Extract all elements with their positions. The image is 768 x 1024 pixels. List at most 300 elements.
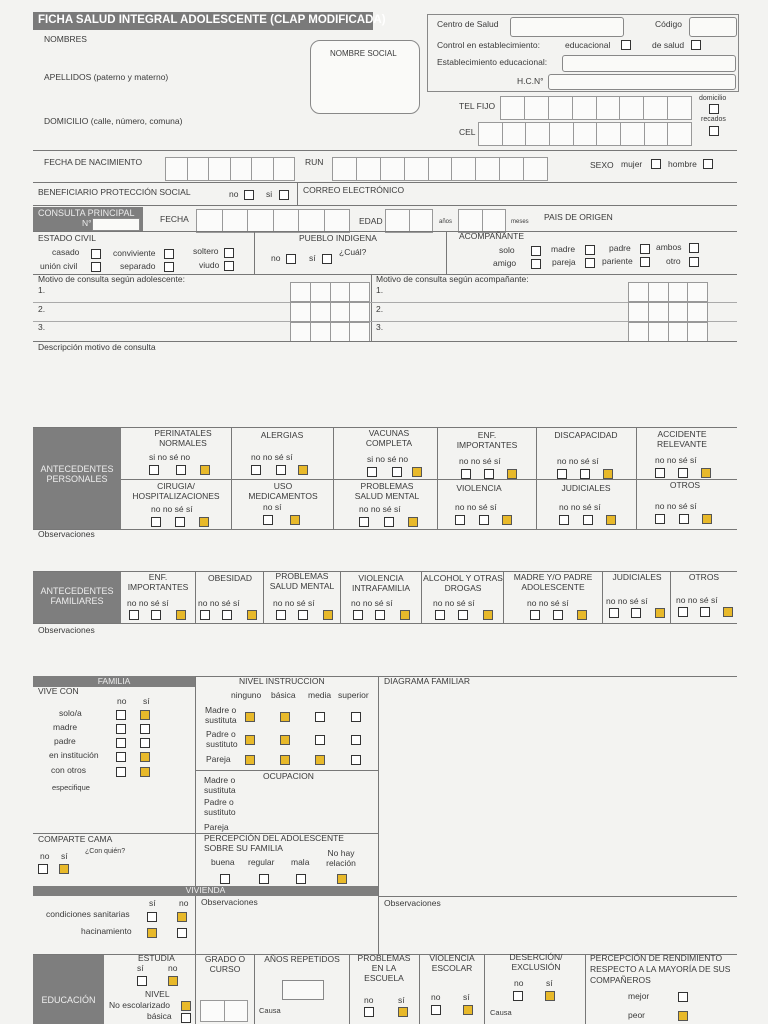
edad-label: EDAD xyxy=(359,216,383,226)
acomp-ambos-checkbox[interactable] xyxy=(689,243,699,253)
cirugia-si-checkbox[interactable] xyxy=(199,517,209,527)
violencia-esc-no-checkbox[interactable] xyxy=(431,1005,441,1015)
fam-jud-si-checkbox[interactable] xyxy=(655,608,665,618)
vive-solo-label: solo/a xyxy=(59,708,82,718)
meses-cells[interactable] xyxy=(458,209,506,231)
comparte-no-checkbox[interactable] xyxy=(38,864,48,874)
beneficiario-label: BENEFICIARIO PROTECCIÓN SOCIAL xyxy=(38,187,191,197)
divider xyxy=(378,896,737,897)
consulta-n-label: N° xyxy=(82,218,92,228)
perc-mala-label: mala xyxy=(291,857,310,867)
fam-otros-nose-checkbox[interactable] xyxy=(700,607,710,617)
padre-sust-label: Padre o sustituto xyxy=(206,729,238,749)
perinatales-label: PERINATALES NORMALES xyxy=(154,428,212,448)
fam-enf-no-checkbox[interactable] xyxy=(129,610,139,620)
motivo-acomp-1: 1. xyxy=(376,285,384,295)
problemas-si-checkbox[interactable] xyxy=(398,1007,408,1017)
estudia-si-checkbox[interactable] xyxy=(137,976,147,986)
judiciales-si-checkbox[interactable] xyxy=(606,515,616,525)
tel-fijo-cells[interactable] xyxy=(500,96,692,118)
accidente-si-checkbox[interactable] xyxy=(701,468,711,478)
padre-basica-checkbox[interactable] xyxy=(280,735,290,745)
divider xyxy=(195,676,196,886)
de-salud-label: de salud xyxy=(652,40,685,50)
sanitarias-no-checkbox[interactable] xyxy=(177,912,187,922)
divider xyxy=(636,428,637,529)
mejor-label: mejor xyxy=(628,991,650,1001)
otros-no-checkbox[interactable] xyxy=(655,514,665,524)
comparte-si-checkbox[interactable] xyxy=(59,864,69,874)
divider xyxy=(536,428,537,529)
problemas-no-label: no xyxy=(364,995,374,1005)
violencia-no-checkbox[interactable] xyxy=(455,515,465,525)
nivel-basica-label: básica xyxy=(147,1011,172,1021)
estudia-no-label: no xyxy=(168,963,178,973)
vive-madre-si-checkbox[interactable] xyxy=(140,724,150,734)
form-title: FICHA SALUD INTEGRAL ADOLESCENTE (CLAP MODIFICADA) xyxy=(38,14,386,26)
perc-regular-label: regular xyxy=(248,857,275,867)
salud-mental-label: PROBLEMAS SALUD MENTAL xyxy=(354,481,420,501)
edad-cells[interactable] xyxy=(385,209,433,231)
separado-checkbox[interactable] xyxy=(164,262,174,272)
separado-label: separado xyxy=(120,261,156,271)
accidente-label: ACCIDENTE RELEVANTE xyxy=(657,429,707,449)
fam-salud-mental-opts: no no sé sí xyxy=(273,598,315,608)
cual-label: ¿Cuál? xyxy=(339,247,367,257)
vive-otros-no-checkbox[interactable] xyxy=(116,767,126,777)
mujer-checkbox[interactable] xyxy=(651,159,661,169)
casado-checkbox[interactable] xyxy=(91,249,101,259)
otros-si-checkbox[interactable] xyxy=(702,514,712,524)
conviviente-checkbox[interactable] xyxy=(164,249,174,259)
divider xyxy=(254,232,255,274)
divider xyxy=(340,572,341,623)
ocup-pareja-label: Pareja xyxy=(204,822,229,832)
tel-fijo-label: TEL FIJO xyxy=(459,101,496,111)
divider xyxy=(602,572,603,623)
estudia-label: ESTUDIA xyxy=(138,953,175,963)
vacunas-opts: si no sé no xyxy=(367,454,409,464)
con-quien-label: ¿Con quién? xyxy=(85,848,126,855)
hombre-label: hombre xyxy=(668,159,697,169)
desercion-no-checkbox[interactable] xyxy=(513,991,523,1001)
fecha-cells[interactable] xyxy=(196,209,350,231)
pueblo-no-label: no xyxy=(271,253,281,263)
vacunas-label: VACUNAS COMPLETA xyxy=(365,428,413,448)
acomp-pareja-checkbox[interactable] xyxy=(585,258,595,268)
pareja-ninguno-checkbox[interactable] xyxy=(245,755,255,765)
judiciales-opts: no no sé sí xyxy=(559,502,601,512)
fam-sm-nose-checkbox[interactable] xyxy=(298,610,308,620)
enf-no-checkbox[interactable] xyxy=(461,469,471,479)
judiciales-nose-checkbox[interactable] xyxy=(583,515,593,525)
educacional-checkbox[interactable] xyxy=(621,40,631,50)
grado-label: GRADO O CURSO xyxy=(204,954,246,974)
acomp-pareja-label: pareja xyxy=(552,257,576,267)
madre-superior-checkbox[interactable] xyxy=(351,712,361,722)
beneficiario-si-label: si xyxy=(266,189,273,199)
fam-violencia-nose-checkbox[interactable] xyxy=(375,610,385,620)
no-escolarizado-checkbox[interactable] xyxy=(181,1001,191,1011)
vive-solo-si-checkbox[interactable] xyxy=(140,710,150,720)
vive-institucion-label: en institución xyxy=(49,750,99,760)
fam-mp-si-checkbox[interactable] xyxy=(577,610,587,620)
padre-superior-checkbox[interactable] xyxy=(351,735,361,745)
beneficiario-si-checkbox[interactable] xyxy=(279,190,289,200)
motivo-adol-code-2[interactable] xyxy=(290,302,370,320)
anos-repetidos-field[interactable] xyxy=(282,980,324,1000)
consulta-n-field[interactable] xyxy=(92,218,140,231)
fam-madre-padre-label: MADRE Y/O PADRE ADOLESCENTE xyxy=(513,572,593,592)
fam-violencia-label: VIOLENCIA INTRAFAMILIA xyxy=(351,573,411,593)
nombres-label: NOMBRES xyxy=(44,34,87,44)
madre-ninguno-checkbox[interactable] xyxy=(245,712,255,722)
viudo-checkbox[interactable] xyxy=(224,261,234,271)
ocup-padre-label: Padre o sustituto xyxy=(204,797,236,817)
pareja-basica-checkbox[interactable] xyxy=(280,755,290,765)
diagrama-label: DIAGRAMA FAMILIAR xyxy=(384,676,470,686)
fecha-label: FECHA xyxy=(160,214,189,224)
grado-cells[interactable] xyxy=(200,1000,248,1020)
judiciales-label: JUDICIALES xyxy=(561,483,611,493)
divider xyxy=(33,529,737,530)
hcn-field[interactable] xyxy=(548,74,736,90)
perinatales-si-checkbox[interactable] xyxy=(149,465,159,475)
acomp-otro-label: otro xyxy=(666,256,681,266)
apellidos-label: APELLIDOS (paterno y materno) xyxy=(44,72,169,82)
divider xyxy=(437,428,438,529)
divider xyxy=(195,572,196,623)
vive-solo-no-checkbox[interactable] xyxy=(116,710,126,720)
vacunas-nose-checkbox[interactable] xyxy=(392,467,402,477)
vive-no-header: no xyxy=(117,696,127,706)
violencia-esc-si-label: sí xyxy=(463,992,470,1002)
fam-mp-no-checkbox[interactable] xyxy=(530,610,540,620)
vive-si-header: sí xyxy=(143,696,150,706)
fam-salud-mental-label: PROBLEMAS SALUD MENTAL xyxy=(269,571,335,591)
otros-nose-checkbox[interactable] xyxy=(679,514,689,524)
salud-mental-si-checkbox[interactable] xyxy=(408,517,418,527)
fam-obesidad-nose-checkbox[interactable] xyxy=(222,610,232,620)
fam-judiciales-opts: no no sé sí xyxy=(606,596,648,606)
hacinamiento-si-checkbox[interactable] xyxy=(147,928,157,938)
fam-enf-nose-checkbox[interactable] xyxy=(151,610,161,620)
fam-obesidad-si-checkbox[interactable] xyxy=(247,610,257,620)
vivienda-obs-1: Observaciones xyxy=(201,897,258,907)
fam-enf-si-checkbox[interactable] xyxy=(176,610,186,620)
perinatales-nose-checkbox[interactable] xyxy=(176,465,186,475)
pueblo-si-checkbox[interactable] xyxy=(322,254,332,264)
fecha-nac-label: FECHA DE NACIMIENTO xyxy=(44,157,143,167)
divider xyxy=(419,955,420,1024)
perc-regular-checkbox[interactable] xyxy=(259,874,269,884)
pareja-nivel-label: Pareja xyxy=(206,754,231,764)
enf-importantes-label: ENF. IMPORTANTES xyxy=(456,430,518,450)
nivel-label: NIVEL xyxy=(145,989,170,999)
violencia-opts: no no sé sí xyxy=(455,502,497,512)
alergias-nose-checkbox[interactable] xyxy=(276,465,286,475)
accidente-opts: no no sé sí xyxy=(655,455,697,465)
recados-checkbox[interactable] xyxy=(709,126,719,136)
medicamentos-si-checkbox[interactable] xyxy=(290,515,300,525)
vive-padre-no-checkbox[interactable] xyxy=(116,738,126,748)
padre-ninguno-checkbox[interactable] xyxy=(245,735,255,745)
padre-media-checkbox[interactable] xyxy=(315,735,325,745)
nivel-media: media xyxy=(308,690,332,700)
peor-label: peor xyxy=(628,1010,646,1020)
fam-mp-nose-checkbox[interactable] xyxy=(553,610,563,620)
divider xyxy=(121,479,737,480)
divider xyxy=(585,955,586,1024)
acomp-amigo-checkbox[interactable] xyxy=(531,259,541,269)
motivo-acomp-3: 3. xyxy=(376,322,384,332)
sanitarias-si-checkbox[interactable] xyxy=(147,912,157,922)
cirugia-no-checkbox[interactable] xyxy=(151,517,161,527)
violencia-label: VIOLENCIA xyxy=(456,483,502,493)
establecimiento-field[interactable] xyxy=(562,55,736,72)
fam-violencia-opts: no no sé sí xyxy=(351,598,393,608)
acomp-solo-checkbox[interactable] xyxy=(531,246,541,256)
fam-alcohol-label: ALCOHOL Y OTRAS DROGAS xyxy=(423,573,503,593)
divider xyxy=(195,955,196,1024)
salud-mental-no-checkbox[interactable] xyxy=(359,517,369,527)
vive-institucion-no-checkbox[interactable] xyxy=(116,752,126,762)
estudia-no-checkbox[interactable] xyxy=(168,976,178,986)
acomp-madre-checkbox[interactable] xyxy=(585,245,595,255)
acomp-padre-checkbox[interactable] xyxy=(640,244,650,254)
pareja-media-checkbox[interactable] xyxy=(315,755,325,765)
hacinamiento-no-checkbox[interactable] xyxy=(177,928,187,938)
fam-alcohol-si-checkbox[interactable] xyxy=(483,610,493,620)
medicamentos-no-checkbox[interactable] xyxy=(263,515,273,525)
cirugia-label: CIRUGIA/ HOSPITALIZACIONES xyxy=(132,481,220,501)
discapacidad-label: DISCAPACIDAD xyxy=(554,430,618,440)
perc-mala-checkbox[interactable] xyxy=(296,874,306,884)
enf-importantes-opts: no no sé sí xyxy=(459,456,501,466)
divider xyxy=(33,150,737,151)
fam-violencia-si-checkbox[interactable] xyxy=(400,610,410,620)
divider xyxy=(231,428,232,529)
motivo-acomp-code-3[interactable] xyxy=(628,322,708,340)
discapacidad-no-checkbox[interactable] xyxy=(557,469,567,479)
fam-otros-si-checkbox[interactable] xyxy=(723,607,733,617)
fam-sm-no-checkbox[interactable] xyxy=(276,610,286,620)
divider xyxy=(254,955,255,1024)
run-cells[interactable] xyxy=(332,157,548,179)
vive-madre-no-checkbox[interactable] xyxy=(116,724,126,734)
salud-mental-nose-checkbox[interactable] xyxy=(384,517,394,527)
pareja-superior-checkbox[interactable] xyxy=(351,755,361,765)
medicamentos-opts: no sí xyxy=(263,502,282,512)
domicilio-small-label: domicilio xyxy=(699,95,727,102)
discapacidad-nose-checkbox[interactable] xyxy=(580,469,590,479)
domicilio-label: DOMICILIO (calle, número, comuna) xyxy=(44,116,183,126)
causa-label-1: Causa xyxy=(259,1006,281,1015)
union-civil-checkbox[interactable] xyxy=(91,262,101,272)
divider xyxy=(670,572,671,623)
fam-alcohol-nose-checkbox[interactable] xyxy=(458,610,468,620)
perinatales-opts: si no sé no xyxy=(149,452,191,462)
fam-obesidad-no-checkbox[interactable] xyxy=(200,610,210,620)
divider xyxy=(484,955,485,1024)
acomp-pariente-label: pariente xyxy=(602,256,633,266)
pueblo-si-label: sí xyxy=(309,253,316,263)
enf-nose-checkbox[interactable] xyxy=(484,469,494,479)
otros-opts: no no sé sí xyxy=(655,501,697,511)
salud-mental-opts: no no sé sí xyxy=(359,504,401,514)
meses-label: meses xyxy=(511,219,529,225)
madre-sust-label: Madre o sustituta xyxy=(205,705,237,725)
casado-label: casado xyxy=(52,247,80,257)
personales-observaciones: Observaciones xyxy=(38,529,95,539)
motivo-adol-label: Motivo de consulta según adolescente: xyxy=(38,274,185,284)
educacion-band xyxy=(33,955,104,1024)
ocupacion-label: OCUPACION xyxy=(263,771,314,781)
sanitarias-label: condiciones sanitarias xyxy=(46,909,130,919)
accidente-no-checkbox[interactable] xyxy=(655,468,665,478)
de-salud-checkbox[interactable] xyxy=(691,40,701,50)
divider xyxy=(33,205,737,206)
acompanante-label: ACOMPAÑANTE xyxy=(459,231,525,241)
divider xyxy=(33,182,737,183)
no-escolarizado-label: No escolarizado xyxy=(109,1000,170,1010)
problemas-escuela-label: PROBLEMAS EN LA ESCUELA xyxy=(357,953,411,983)
acomp-solo-label: solo xyxy=(499,245,515,255)
mejor-checkbox[interactable] xyxy=(678,992,688,1002)
cel-cells[interactable] xyxy=(478,122,692,144)
alergias-label: ALERGIAS xyxy=(260,430,304,440)
fam-sm-si-checkbox[interactable] xyxy=(323,610,333,620)
motivo-acomp-code-2[interactable] xyxy=(628,302,708,320)
educacional-label: educacional xyxy=(565,40,611,50)
establecimiento-label: Establecimiento educacional: xyxy=(437,57,548,67)
divider xyxy=(371,275,372,341)
comparte-no-label: no xyxy=(40,851,50,861)
cel-label: CEL xyxy=(459,127,476,137)
acomp-amigo-label: amigo xyxy=(493,258,517,268)
union-civil-label: unión civil xyxy=(40,261,78,271)
motivo-adol-code-1[interactable] xyxy=(290,282,370,300)
nombre-social-label: NOMBRE SOCIAL xyxy=(330,49,397,58)
run-label: RUN xyxy=(305,157,324,167)
divider xyxy=(378,676,379,954)
divider xyxy=(195,896,196,954)
madre-media-checkbox[interactable] xyxy=(315,712,325,722)
hombre-checkbox[interactable] xyxy=(703,159,713,169)
problemas-no-checkbox[interactable] xyxy=(364,1007,374,1017)
alergias-opts: no no sé sí xyxy=(251,452,293,462)
viv-no-header: no xyxy=(179,898,189,908)
violencia-esc-si-checkbox[interactable] xyxy=(463,1005,473,1015)
cirugia-nose-checkbox[interactable] xyxy=(175,517,185,527)
violencia-esc-no-label: no xyxy=(431,992,441,1002)
vive-otros-si-checkbox[interactable] xyxy=(140,767,150,777)
violencia-si-checkbox[interactable] xyxy=(502,515,512,525)
fam-jud-no-checkbox[interactable] xyxy=(609,608,619,618)
acomp-padre-label: padre xyxy=(609,243,631,253)
fam-alcohol-no-checkbox[interactable] xyxy=(435,610,445,620)
familia-band-label: FAMILIA xyxy=(97,676,131,686)
cirugia-opts: no no sé sí xyxy=(151,504,193,514)
alergias-si-checkbox[interactable] xyxy=(298,465,308,475)
vacunas-si-checkbox[interactable] xyxy=(367,467,377,477)
desercion-si-checkbox[interactable] xyxy=(545,991,555,1001)
pueblo-label: PUEBLO INDIGENA xyxy=(299,233,377,243)
soltero-checkbox[interactable] xyxy=(224,248,234,258)
vive-institucion-si-checkbox[interactable] xyxy=(140,752,150,762)
fam-obesidad-label: OBESIDAD xyxy=(208,573,252,583)
pueblo-no-checkbox[interactable] xyxy=(286,254,296,264)
otros-label: OTROS xyxy=(669,480,701,490)
judiciales-no-checkbox[interactable] xyxy=(559,515,569,525)
percepcion-rendimiento-label: PERCEPCIÓN DE RENDIMIENTO RESPECTO A LA MAYORÍA DE SUS COMPAÑEROS xyxy=(590,953,731,986)
vive-padre-si-checkbox[interactable] xyxy=(140,738,150,748)
domicilio-checkbox[interactable] xyxy=(709,104,719,114)
alergias-no-checkbox[interactable] xyxy=(251,465,261,475)
vivienda-band-label: VIVIENDA xyxy=(185,885,226,895)
fam-enf-label: ENF. IMPORTANTES xyxy=(127,572,189,592)
centro-salud-field[interactable] xyxy=(510,17,624,37)
educacion-band-label: EDUCACIÓN xyxy=(41,995,96,1005)
motivo-adol-code-3[interactable] xyxy=(290,322,370,340)
discapacidad-si-checkbox[interactable] xyxy=(603,469,613,479)
divider xyxy=(349,955,350,1024)
descripcion-label: Descripción motivo de consulta xyxy=(38,342,156,352)
fam-otros-no-checkbox[interactable] xyxy=(678,607,688,617)
accidente-nose-checkbox[interactable] xyxy=(678,468,688,478)
fecha-nac-cells[interactable] xyxy=(165,157,295,179)
nivel-basica-checkbox[interactable] xyxy=(181,1013,191,1023)
fam-enf-opts: no no sé sí xyxy=(127,598,169,608)
acomp-otro-checkbox[interactable] xyxy=(689,257,699,267)
codigo-field[interactable] xyxy=(689,17,737,37)
perc-buena-checkbox[interactable] xyxy=(220,874,230,884)
medicamentos-label: USO MEDICAMENTOS xyxy=(248,481,318,501)
nivel-ninguno: ninguno xyxy=(231,690,262,700)
madre-basica-checkbox[interactable] xyxy=(280,712,290,722)
fam-violencia-no-checkbox[interactable] xyxy=(353,610,363,620)
fam-jud-nose-checkbox[interactable] xyxy=(631,608,641,618)
divider xyxy=(333,428,334,529)
violencia-nose-checkbox[interactable] xyxy=(479,515,489,525)
personales-band-label: ANTECEDENTES PERSONALES xyxy=(40,464,114,485)
peor-checkbox[interactable] xyxy=(678,1011,688,1021)
motivo-adol-3: 3. xyxy=(38,322,46,332)
enf-si-checkbox[interactable] xyxy=(507,469,517,479)
desercion-si-label: sí xyxy=(546,978,553,988)
nivel-instruccion-label: NIVEL INSTRUCCION xyxy=(239,676,325,686)
fam-otros-opts: no no sé sí xyxy=(676,595,718,605)
motivo-acomp-2: 2. xyxy=(376,304,384,314)
estado-civil-label: ESTADO CIVIL xyxy=(38,233,96,243)
motivo-acomp-code-1[interactable] xyxy=(628,282,708,300)
divider xyxy=(446,232,447,274)
consulta-band-label: CONSULTA PRINCIPAL xyxy=(38,208,135,218)
acomp-pariente-checkbox[interactable] xyxy=(640,257,650,267)
divider xyxy=(297,183,298,205)
perc-no-hay-checkbox[interactable] xyxy=(337,874,347,884)
acomp-madre-label: madre xyxy=(551,244,576,254)
comparte-si-label: sí xyxy=(61,851,68,861)
hcn-label: H.C.N° xyxy=(517,76,544,86)
perinatales-no-checkbox[interactable] xyxy=(200,465,210,475)
divider xyxy=(421,572,422,623)
beneficiario-no-checkbox[interactable] xyxy=(244,190,254,200)
mujer-label: mujer xyxy=(621,159,643,169)
beneficiario-no-label: no xyxy=(229,189,239,199)
desercion-label: DESERCIÓN/ EXCLUSIÓN xyxy=(509,952,563,972)
vacunas-no-checkbox[interactable] xyxy=(412,467,422,477)
